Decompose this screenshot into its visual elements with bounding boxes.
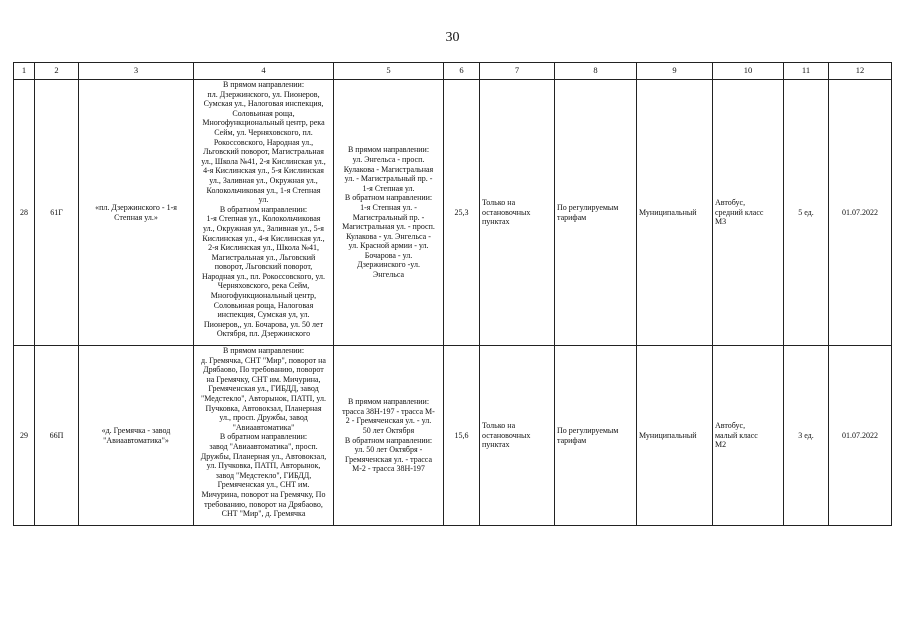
route-name-line: Степная ул.» bbox=[114, 212, 158, 222]
start-date-cell bbox=[829, 346, 892, 526]
carrier-cell bbox=[637, 80, 713, 346]
route-name-line: «пл. Дзержинского - 1-я bbox=[95, 202, 177, 212]
route-name-line: «д. Гремячка - завод bbox=[101, 425, 171, 435]
stops-line: 2-я Кислинская ул., Школа №41, bbox=[208, 243, 319, 253]
column-header: 3 bbox=[79, 63, 194, 80]
stops-line: Магистральная ул., Льговский bbox=[211, 252, 316, 262]
streets-cell bbox=[334, 346, 444, 526]
tariff-line: По регулируемым bbox=[557, 425, 619, 435]
stops-line: Соловьиная роща, Налоговая bbox=[213, 300, 314, 310]
vehicle-count: 3 ед. bbox=[798, 430, 814, 440]
page-number: 30 bbox=[445, 30, 460, 45]
stops-line: Кислинская ул., 4-я Кислинская ул., bbox=[202, 233, 325, 243]
carrier-type: Муниципальный bbox=[639, 207, 697, 217]
stop-order-line: пунктах bbox=[482, 440, 510, 450]
vehicle-line: М3 bbox=[715, 217, 727, 227]
vehicle-count-cell bbox=[784, 346, 829, 526]
column-header: 8 bbox=[555, 63, 637, 80]
streets-line: Магистральная ул. - просп. bbox=[342, 222, 435, 232]
vehicle-cell bbox=[713, 346, 784, 526]
route-registry-table bbox=[13, 62, 892, 526]
streets-line: ул. 50 лет Октября - bbox=[354, 445, 423, 455]
vehicle-count: 5 ед. bbox=[798, 207, 814, 217]
carrier-cell bbox=[637, 346, 713, 526]
stop-order-line: Только на bbox=[482, 421, 516, 431]
stops-line: ул., Окружная ул., Заливная ул., 5-я bbox=[203, 223, 324, 233]
carrier-type: Муниципальный bbox=[639, 430, 697, 440]
streets-line: Бочарова - ул. bbox=[364, 250, 413, 260]
column-header: 6 bbox=[444, 63, 480, 80]
stops-line: д. Гремячка, СНТ "Мир", поворот на bbox=[201, 355, 326, 365]
length-cell bbox=[444, 346, 480, 526]
stops-line: В обратном направлении: bbox=[219, 204, 308, 214]
stops-line: Льговский поворот, Магистральная bbox=[203, 147, 324, 157]
stops-line: требованию, поворот на Дрябаово, bbox=[204, 499, 323, 509]
vehicle-line: М2 bbox=[715, 440, 727, 450]
stops-line: Сейм, ул. Черняховского, пл. bbox=[214, 127, 313, 137]
vehicle-line: Автобус, bbox=[715, 421, 746, 431]
stops-line: Пионеров,, ул. Бочарова, ул. 50 лет bbox=[203, 319, 324, 329]
stops-line: 4-я Кислинская ул., 5-я Кислинская bbox=[203, 166, 324, 176]
stops-line: на Гремячку, СНТ им. Мичурина, bbox=[206, 374, 321, 384]
column-header: 7 bbox=[480, 63, 555, 80]
stops-line: ул. bbox=[258, 195, 269, 205]
streets-line: 1-я Степная ул. bbox=[362, 183, 415, 193]
stop-order-line: Только на bbox=[482, 198, 516, 208]
streets-line: 50 лет Октября bbox=[362, 425, 415, 435]
vehicle-line: средний класс bbox=[715, 207, 764, 217]
start-date-cell bbox=[829, 80, 892, 346]
stops-line: поворот, Льговский поворот, bbox=[214, 262, 313, 272]
column-header: 2 bbox=[35, 63, 79, 80]
route-length: 25,3 bbox=[454, 207, 469, 217]
table-row bbox=[14, 80, 892, 346]
streets-line: Кулакова - ул. Энгельса - bbox=[346, 231, 431, 241]
start-date: 01.07.2022 bbox=[842, 430, 878, 440]
tariff-line: тарифам bbox=[557, 212, 587, 222]
stop-order-line: остановочных bbox=[482, 207, 531, 217]
stops-line: инспекция, Сумская ул, ул. bbox=[217, 310, 310, 320]
tariff-line: тарифам bbox=[557, 435, 587, 445]
stops-line: Сумская ул., Налоговая инспекция, bbox=[203, 99, 324, 109]
route-name-cell bbox=[79, 80, 194, 346]
column-header: 11 bbox=[784, 63, 829, 80]
route-number-cell bbox=[35, 80, 79, 346]
streets-line: ул. Энгельса - просп. bbox=[352, 154, 425, 164]
stops-line: Соловьиная роща, bbox=[232, 108, 295, 118]
stop-order-line: пунктах bbox=[482, 217, 510, 227]
stops-line: Октября, пл. Дзержинского bbox=[216, 329, 311, 339]
table-row bbox=[14, 346, 892, 526]
stop-order-cell bbox=[480, 346, 555, 526]
streets-line: Гремяченская ул. - трасса bbox=[344, 454, 432, 464]
column-header: 4 bbox=[194, 63, 334, 80]
column-header: 10 bbox=[713, 63, 784, 80]
stops-line: Гремяченская ул., СНТ им. bbox=[217, 480, 310, 490]
stops-line: Черняховского, река Сейм, bbox=[217, 281, 310, 291]
stops-line: В прямом направлении: bbox=[222, 346, 305, 355]
stops-line: "Медстекло", Авторынок, ПАТП, ул. bbox=[201, 393, 326, 403]
streets-line: В прямом направлении: bbox=[347, 145, 430, 155]
column-header: 1 bbox=[14, 63, 35, 80]
stops-line: Мичурина, поворот на Гремячку, По bbox=[201, 489, 326, 499]
route-number-cell bbox=[35, 346, 79, 526]
stops-line: Рокоссовского, Народная ул., bbox=[213, 137, 314, 147]
stops-line: ул., просп. Дружбы, завод bbox=[219, 413, 308, 423]
streets-cell bbox=[334, 80, 444, 346]
stops-line: В прямом направлении: bbox=[222, 80, 305, 89]
row-number-cell bbox=[14, 80, 35, 346]
stops-cell bbox=[194, 80, 334, 346]
row-number-cell bbox=[14, 346, 35, 526]
streets-line: М-2 - трасса 38Н-197 bbox=[352, 464, 425, 474]
stops-line: Дрябаово, По требованию, поворот bbox=[203, 365, 324, 375]
streets-line: Кулакова - Магистральная bbox=[343, 164, 434, 174]
stops-line: ул., Заливная ул., Окружная ул., bbox=[209, 175, 318, 185]
tariff-line: По регулируемым bbox=[557, 202, 619, 212]
header-row bbox=[14, 63, 892, 80]
vehicle-count-cell bbox=[784, 80, 829, 346]
streets-line: 1-я Степная ул. - bbox=[360, 202, 417, 212]
column-header: 9 bbox=[637, 63, 713, 80]
streets-line: ул. Красной армии - ул. bbox=[348, 241, 429, 251]
row-number: 28 bbox=[20, 207, 28, 217]
stops-line: Пучковка, Автовокзал, Планерная bbox=[205, 403, 322, 413]
stop-order-line: остановочных bbox=[482, 430, 531, 440]
tariff-cell bbox=[555, 346, 637, 526]
stops-line: СНТ "Мир", д. Гремячка bbox=[221, 509, 306, 519]
streets-line: Дзержинского -ул. bbox=[357, 260, 420, 270]
column-header: 12 bbox=[829, 63, 892, 80]
stops-line: "Авиаавтоматика" bbox=[232, 422, 295, 432]
streets-line: Магистральный пр. - bbox=[352, 212, 425, 222]
route-name-cell bbox=[79, 346, 194, 526]
length-cell bbox=[444, 80, 480, 346]
stops-line: ул. Пучковка, ПАТП, Авторынок, bbox=[206, 461, 321, 471]
stops-line: 1-я Степная ул., Колокольчиковая bbox=[206, 214, 321, 224]
start-date: 01.07.2022 bbox=[842, 207, 878, 217]
streets-line: Энгельса bbox=[372, 270, 405, 280]
streets-line: ул. - Магистральный пр. - bbox=[344, 174, 433, 184]
stops-line: Народная ул., пл. Рокоссовского, ул. bbox=[201, 271, 326, 281]
stops-line: ул., Школа №41, 2-я Кислинская ул., bbox=[201, 156, 326, 166]
stops-line: Многофункциональный центр, река bbox=[202, 118, 325, 128]
vehicle-cell bbox=[713, 80, 784, 346]
route-name-line: "Авиаавтоматика"» bbox=[103, 435, 169, 445]
streets-line: 2 - Гремяченская ул. - ул. bbox=[345, 416, 432, 426]
row-number: 29 bbox=[20, 430, 28, 440]
stop-order-cell bbox=[480, 80, 555, 346]
streets-line: В прямом направлении: bbox=[347, 397, 430, 407]
stops-line: Дружбы, Планерная ул., Автовокзал, bbox=[200, 451, 327, 461]
stops-line: завод "Авиаавтоматика", просп. bbox=[209, 441, 318, 451]
stops-line: Колокольчиковая ул., 1-я Степная bbox=[206, 185, 321, 195]
streets-line: В обратном направлении: bbox=[344, 435, 433, 445]
streets-line: В обратном направлении: bbox=[344, 193, 433, 203]
stops-line: Многофункциональный центр, bbox=[210, 291, 317, 301]
tariff-cell bbox=[555, 80, 637, 346]
stops-line: завод "Медстекло", ГИБДД, bbox=[215, 470, 312, 480]
route-number: 61Г bbox=[50, 207, 63, 217]
route-length: 15,6 bbox=[454, 430, 469, 440]
stops-cell bbox=[194, 346, 334, 526]
stops-line: пл. Дзержинского, ул. Пионеров, bbox=[207, 89, 320, 99]
route-number: 66П bbox=[49, 430, 64, 440]
stops-line: Гремяченская ул., ГИБДД, завод bbox=[208, 384, 319, 394]
column-header: 5 bbox=[334, 63, 444, 80]
vehicle-line: малый класс bbox=[715, 430, 758, 440]
vehicle-line: Автобус, bbox=[715, 198, 746, 208]
streets-line: трасса 38Н-197 - трасса М- bbox=[342, 406, 435, 416]
stops-line: В обратном направлении: bbox=[219, 432, 308, 442]
